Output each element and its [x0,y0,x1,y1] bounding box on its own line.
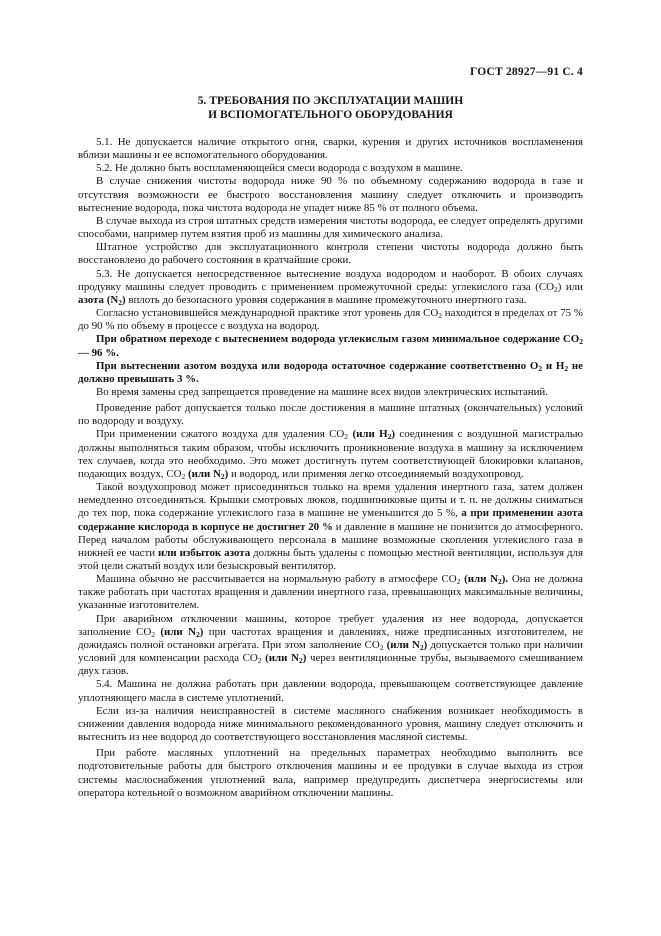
paragraph-compressed-air: При применении сжатого воздуха для удаления $CO_2$ (или $H_2$) соединения с воздушной магистралью должны выполняться таким образом, чтобы исключить проникновение воздуха в машину за исключением тех случаев, когда это необходимо. Это может достигнуть путем соответствующей блокировки клапанов, подающих воздух, $CO_2$ (или $N_2$) и водород, или применяя легко отсоединяемый воздухопровод. [78,428,584,481]
paragraph-oil-system-fault: Если из-за наличия неисправностей в системе масляного снабжения возникает необходимость в снижении давления водорода ниже минимального рекомендованного уровня, машину следует отключить и вытеснить из нее водород до соответствующего восстановления масляной системы. [78,704,583,744]
paragraph-measurement-failure: В случае выхода из строя штатных средств измерения чистоты водорода, ее следует определять другими способами, например путем взятия проб из машины для химического анализа. [78,214,583,241]
paragraph-5-3: 5.3. Не допускается непосредственное вытеснение воздуха водородом и наоборот. В обоих случаях продувку машины следует проводить с применением промежуточной среды: углекислого газа $(CO_2)$ или азота $(N_2)$ вплоть до безопасного уровня содержания в машине промежуточного инертного газа. [78,267,583,307]
paragraph-residual-content: При вытеснении азотом воздуха или водорода остаточное содержание соответственно $O_2$ и $H_2$ не должно превышать 3 %. [78,359,583,385]
paragraph-emergency-shutdown: При аварийном отключении машины, которое требует удаления из нее водорода, допускается заполнение $CO_2$ (или $N_2$) при частотах вращения и давлениях, ниже предписанных изготовителем, не дожидаясь полной остановки агрегата. При этом заполнение $CO_2$ (или $N_2$) допускается только при наличии условий для компенсации расхода $CO_2$ (или $N_2$) через вентиляционные трубы, вызываемого смешиванием двух газов. [78,612,584,678]
paragraph-5-2: 5.2. Не должно быть воспламеняющейся смеси водорода с воздухом в машине. [96,162,463,175]
paragraph-restore-device: Штатное устройство для эксплуатационного контроля степени чистоты водорода должно быть восстановлено до рабочего состояния в кратчайшие сроки. [78,241,583,267]
section-title-line-1: 5. ТРЕБОВАНИЯ ПО ЭКСПЛУАТАЦИИ МАШИН [197,95,464,107]
paragraph-5-1: 5.1. Не допускается наличие открытого огня, сварки, курения и других источников воспламенения вблизи машины и ее вспомогательного оборудования. [78,136,583,162]
paragraph-co2-atmosphere: Машина обычно не рассчитывается на нормальную работу в атмосфере $CO_2$ (или $N_2$). Она не должна также работать при частотах вращения и давлении инертного газа, превышающих максимальные величины, указанные изготовителем. [78,573,583,612]
paragraph-co2-min-content: При обратном переходе с вытеснением водорода углекислым газом минимальное содержание $CO_2$ — 96 %. [78,333,583,359]
paragraph-co2-level: Согласно установившейся международной практике этот уровень для $CO_2$ находится в пределах от 75 % до 90 % по объему в процессе с воздуха на водород. [78,307,583,333]
paragraph-purity-drop: В случае снижения чистоты водорода ниже 90 % по объемному содержанию водорода в газе и отсутствия возможности ее быстрого восстановления машину следует отключить и производить вытеснение водорода, пока чистота водорода не упадет ниже 85 % от полного объема. [78,175,583,214]
paragraph-5-4: 5.4. Машина не должна работать при давлении водорода, превышающем соответствующее давление уплотняющего масла в системе уплотнений. [78,678,583,704]
page-header: ГОСТ 28927—91 С. 4 [470,66,583,78]
paragraph-work-conditions: Проведение работ допускается только после достижения в машине штатных (окончательных) условий по водороду и воздуху. [78,402,583,428]
paragraph-air-line: Такой воздухопровод может присоединяться только на время удаления инертного газа, затем должен немедленно отсоединяться. Крышки смотровых люков, подшипниковые щиты и т. п. не должны сниматься до тех пор, пока содержание углекислого газа в машине не уменьшится до 5 %, а при применении азота содержание кислорода в корпусе не достигнет 20 % и давление в машине не понизится до атмосферного. Перед началом работы обслуживающего персонала в машине возможные скопления углекислого газа в нижней ее части или избыток азота должны быть удалены с помощью местной вентиляции, используя для этой цели сжатый воздух или безыскровый вентилятор. [78,481,583,572]
document-body [78,136,583,800]
paragraph-no-electrical-tests: Во время замены сред запрещается проведение на машине всех видов электрических испытаний. [96,385,548,398]
section-title-line-2: И ВСПОМОГАТЕЛЬНОГО ОБОРУДОВАНИЯ [208,109,453,121]
paragraph-oil-seals-limits: При работе масляных уплотнений на предельных параметрах необходимо выполнить все подготовительные работы для быстрого отключения машины и ее продувки в случае выхода из строя системы маслоснабжения уплотнений вала, например предупредить диспетчера энергосистемы или оператора котельной о возможном аварийном отключении машины. [78,747,583,799]
section-title [0,94,661,122]
